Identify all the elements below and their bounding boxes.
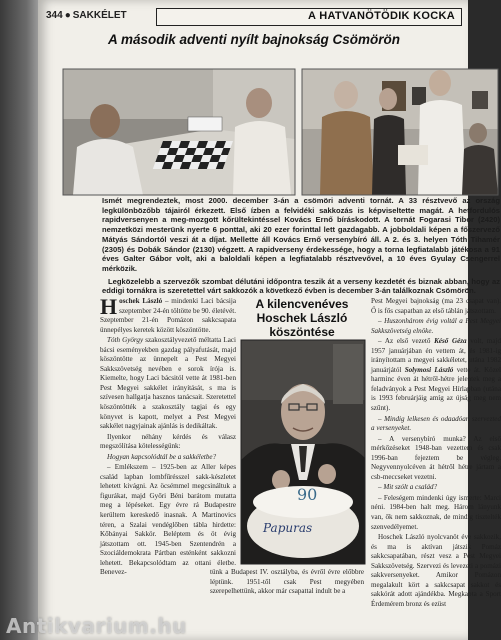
lead-rest: – mindenki Laci bácsija szeptember 24-én töltötte be 90. életévét. Szeptember 21-én Pomázon sakkcsapata ünnepélyes keretek között köszöntötte. [100, 297, 236, 334]
main-headline: A második adventi nyílt bajnokság Csömörön [107, 32, 401, 47]
col3-paragraph-2 [371, 337, 501, 413]
article-paragraph-4: – Emlékszem – 1925-ben az Aller képes család lapban lombfűrésszel sakk-készletet lehetett kivágni. Az öcsémmel megcsináltuk a figurákat, majd Győri Béni barátom mutatta meg a lépéseket. Egy évre rá Budapestre kerültem kereskedő inasnak. A Martinovics téren, a Szalai vendéglőben tábla hirdette: Kőbányai Sakkör. Beléptem és öt évig játszottam ott. 1945-ben Szentendrén a Szociáldemokrata Pártban esténként sakkozni lehetett. Bekapcsolódtam az ottani életbe. Benevez- [100, 463, 236, 577]
p2-post: vette át. Közel harminc éven át hétről-hétre jelentek meg a feladványok a Pest Megyei Hírlapban (utána is 1993 februárjáig amíg az újság meg nem szűnt). [371, 365, 501, 413]
col3-paragraph-3: – A versenybíró munka? Az első mérkőzéseket 1948-ban vezettem és csak 1996-ban fejeztem be végleg. Negyvennyolcéven át hétről hétre jártam a csb-meccseket vezetni. [371, 434, 501, 481]
lead-name: Hoschek László [100, 294, 163, 319]
interview-question-3: – Mindig lelkesen és odaadóan szervezted a versenyeket. [371, 414, 501, 433]
page-binding-shadow [0, 0, 38, 640]
watermark-text: Antikvarium.hu [6, 614, 187, 638]
page-number [46, 10, 127, 21]
article-title-line-2: Hoschek László [256, 311, 348, 325]
intro-paragraph-2: Legközelebb a szervezők szombat délutáni időpontra teszik át a verseny kezdetét és biznak abban, hogy az eddigi tornákra is szeretettel várt sakkozók a következő évben is december 3-án találkoznak Csömörön. [102, 276, 500, 296]
col3-paragraph-1: Pest Megyei bajnokság (ma 23 csapat van). Ő is fős csapatban az első táblán játszottam. [371, 297, 501, 315]
page-number-value: 344 [46, 10, 63, 21]
article-lead-paragraph [100, 294, 236, 335]
photo-award-ceremony [302, 69, 498, 195]
person-name: Tóth György [107, 336, 144, 345]
column-title: A HATVANÖTÖDIK KOCKA [308, 10, 455, 22]
article-paragraph-3: Ilyenkor néhány kérdés és válasz megszólítása kötelességünk: [100, 432, 236, 451]
article-column-1 [100, 294, 236, 579]
p2-mid: volt, majd 1957 januárjában én vettem át, és 1981-ig irányítottam a megyei sakkéletet, utána 1982 januárjától [371, 337, 501, 374]
article-title-line-3: köszöntése [269, 325, 335, 339]
watermark [0, 612, 330, 640]
article-paragraph-2 [100, 336, 236, 431]
interview-question-2: – Huszonhárom évig voltál a Pest Megyei Sakkszövetség elnöke. [371, 317, 501, 335]
photo-chess-game-image [63, 69, 295, 195]
article-title-line-1: A kilencvenéves [255, 297, 349, 311]
photo-chess-game [63, 69, 295, 195]
person-name-2: Solymosi László [404, 365, 454, 374]
article-column-2-bottom [210, 568, 364, 597]
magazine-page [38, 0, 501, 640]
paragraph-2-rest: szakosztályvezető méltatta Laci bácsi eseményekben gazdag pályafutását, majd köszöntötte az ünnepelt a Pest Megyei Sakkszövetség nevében e sorok írója is. Kiemelte, hogy Laci bácsitól vette át 1981-ben Pest Megyei sakkélet irányítását, s ma is szívesen hallgatja hasznos tanácsait. Szeretettel köszöntötték a szakosztály tagjai és egy könyvet is kapott, melyet a Pest Megyei sakkélet nagyjainak ajánlás is dedikáltak. [100, 336, 236, 431]
intro-paragraph-1: Ismét megrendeztek, most 2000. december 3-án a csömöri adventi tornát. A 33 résztvevő az ország legkülönbözőbb tájairól érkezett. Első ízben a felvidéki sakkozás is képviseltette magát. A hetfordulós rapidversenyen a meg-mozgott kőrültekintéssel Kovács Ernő bíráskodott. A tornát Fogarasi Tibor (2420) nemzetközi mesterünk nyerte 6 ponttal, aki 20 ezer forinttal lett gazdagabb. A jobboldali képen a főszervező Mátyás Sándortól veszi át a díjat. Mellette áll Kovács Ernő versenybíró áll. A 2. és 3. helyen Tóth Tihamér (2305) és Dobák Sándor (2130) végzett. A rapidverseny érdekessége, hogy a torna legfiatalabb játékosa a 91 éves Galter Gábor volt, aki a baloldali képen a legfiatalabb résztvevővel, a 10 éves Gyulay Csengerrel mérközik. [102, 196, 500, 273]
interview-question-1: Hogyan kapcsolódtál be a sakkéletbe? [107, 452, 217, 461]
photo-birthday-portrait [241, 340, 365, 564]
article-column-3 [371, 297, 501, 611]
col3-paragraph-4: – Feleségem mindenki úgy ismerte: Marci néni. 1984-ben halt meg. Három lányunk van, ők nem sakkoznak, de mindig tisztelték szenvedélyemet. [371, 493, 501, 531]
photo-birthday-portrait-image [241, 340, 365, 564]
header-separator: ● [64, 10, 71, 21]
interview-question-4: – Mit szólt a család? [378, 483, 438, 492]
photo-award-ceremony-image [302, 69, 498, 195]
column-2-text: tünk a Budapest IV. osztályba, és évről évre előbbre léptünk. 1951-től csak Pest megyében szerepelhettünk, akkor már csapattal indult be a [210, 568, 364, 596]
section-name: SAKKÉLET [72, 10, 127, 21]
person-name-1: Késő Géza [434, 337, 467, 346]
p2-pre: – Az első vezető [378, 337, 435, 346]
cake-inscription: Papuras [263, 521, 313, 535]
cake-number-90: 90 [297, 485, 318, 504]
article-title [242, 297, 362, 339]
column-title-bar [156, 8, 462, 26]
col3-paragraph-5: Hoschek László nyolcvanöt éve sakkozik, és ma is aktívan játszik Pomáz sakkcsapatában, részt vesz a Pest Megyei Sakkszövetség. Szervezi és levezeti a pomázi sakkversenyeket. Amikor Pomázon megalakult kört a sakkcsapat sakkot és sakkórát adott ajándékba. Megkapta a Sport Érdemérem bronz és ezüst [371, 533, 501, 608]
page-header [46, 6, 462, 26]
intro-text [102, 196, 500, 296]
